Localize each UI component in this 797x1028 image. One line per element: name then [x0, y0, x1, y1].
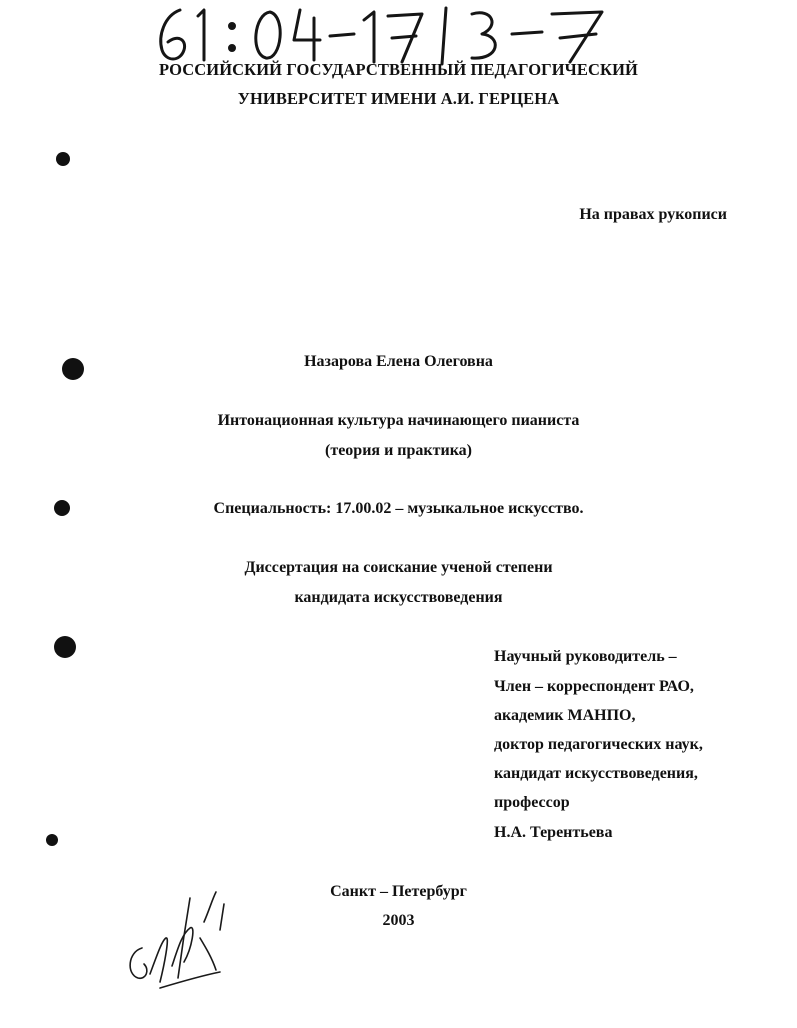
supervisor-line: Научный руководитель – [494, 648, 677, 665]
rights-note: На правах рукописи [579, 206, 727, 223]
institution-line-2: УНИВЕРСИТЕТ ИМЕНИ А.И. ГЕРЦЕНА [237, 89, 560, 108]
punch-hole-mark [46, 834, 58, 846]
thesis-title-line-2: (теория и практика) [325, 442, 472, 459]
punch-hole-mark [62, 358, 84, 380]
supervisor-name: Н.А. Терентьева [494, 824, 613, 841]
specialty: Специальность: 17.00.02 – музыкальное искусство. [213, 500, 584, 517]
city: Санкт – Петербург [330, 883, 467, 900]
supervisor-line: доктор педагогических наук, [494, 736, 703, 753]
signature [120, 878, 240, 1008]
supervisor-line: академик МАНПО, [494, 707, 636, 724]
thesis-title-line-1: Интонационная культура начинающего пианиста [217, 412, 580, 429]
year: 2003 [382, 912, 415, 929]
punch-hole-mark [56, 152, 70, 166]
degree-line-1: Диссертация на соискание ученой степени [244, 559, 553, 576]
author-name: Назарова Елена Олеговна [304, 353, 493, 370]
handwritten-archive-code [150, 2, 620, 68]
supervisor-line: профессор [494, 794, 570, 811]
institution-line-1: РОССИЙСКИЙ ГОСУДАРСТВЕННЫЙ ПЕДАГОГИЧЕСКИЙ [159, 60, 638, 79]
degree-line-2: кандидата искусствоведения [294, 589, 503, 606]
punch-hole-mark [54, 636, 76, 658]
supervisor-line: Член – корреспондент РАО, [494, 678, 694, 695]
punch-hole-mark [54, 500, 70, 516]
supervisor-line: кандидат искусствоведения, [494, 765, 698, 782]
